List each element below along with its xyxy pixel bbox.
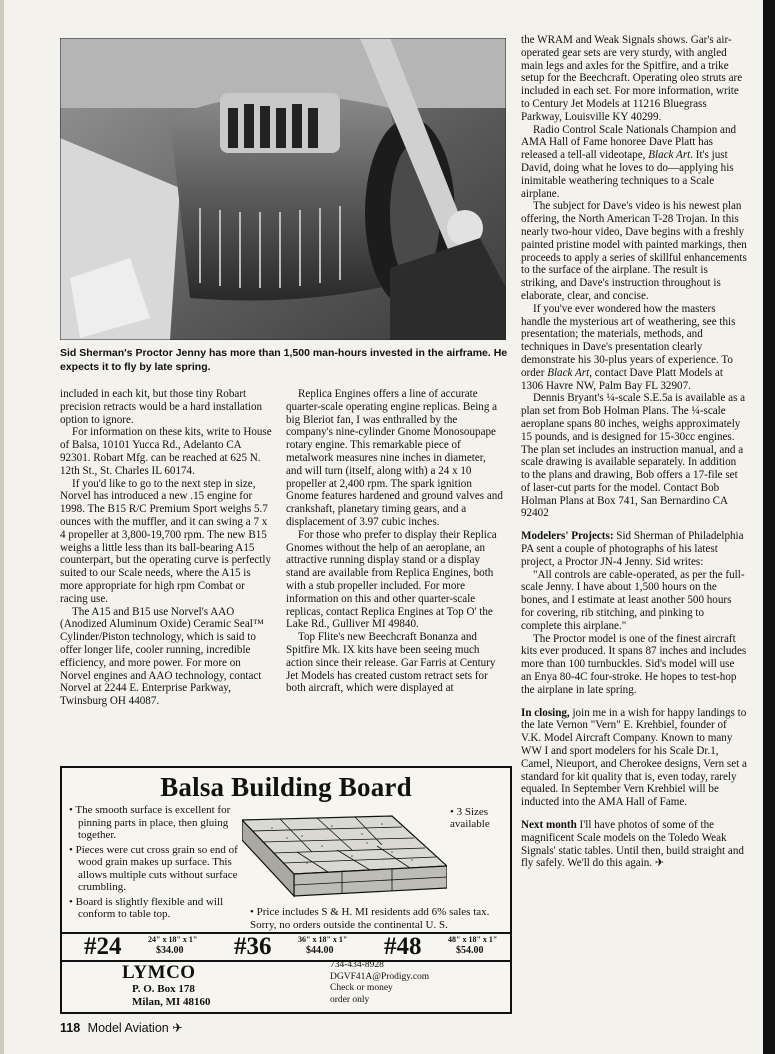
text-span: Radio Control Scale Nationals Champion and AMA Hall of Fame honoree Dave Platt has released a tell-all videotape, [521,123,737,162]
product-size-row [62,932,510,962]
magazine-name: Model Aviation [87,1021,169,1035]
product-price: $54.00 [456,945,484,956]
paragraph: For information on these kits, write to House of Balsa, 10101 Yucca Rd., Adelanto CA 92301. Robart Mfg. can be reached at 625 N. 12th St., St. Charles IL 60174. [60,426,272,477]
paragraph [521,530,747,568]
paragraph: included in each kit, but those tiny Robart precision retracts would be a hard installation option to ignore. [60,388,263,426]
paragraph: The A15 and B15 use Norvel's AAO (Anodized Aluminum Oxide) Ceramic Seal™ Cylinder/Piston technology, which is said to offer longer life, cooler running, incredible efficiency, and more power. For more on Norvel engines and AAO technology, contact Norvel at 2244 E. Enterprise Parkway, Twinsburg OH 44087. [60,605,264,708]
page-edge-right [763,0,775,1054]
text-span: Sid Sherman of Philadelphia PA sent a couple of photographs of his latest project, a Proctor JN-4 Jenny. Sid writes: [521,530,744,568]
paragraph [521,707,747,809]
ad-bullet: • Pieces were cut cross grain so end of wood grain makes up surface. This allows multiple cuts without surface crumbling. [69,843,238,893]
text-span: , contact Dave Platt Models at 1306 Havre NW, Palm Bay FL 32907. [521,366,723,392]
paragraph: Dennis Bryant's ¼-scale S.E.5a is available as a plan set from Bob Holman Plans. The ¼-scale aeroplane spans 80 inches, weighs approximately 15 pounds, and is designed for 15-30cc engines. The plan set includes an instruction manual, and a scale drawing is available separately. In addition to the plans and drawing, Bob offers a 17-file set of laser-cut parts for the model. Contact Bob Holman Plans at Box 741, San Bernardino CA 92402 [521,392,746,520]
ad-title: Balsa Building Board [160,772,412,802]
airplane-icon: ✈ [172,1021,183,1035]
paragraph: The Proctor model is one of the finest aircraft kits ever produced. It spans 87 inches and includes more than 100 turnbuckles. Sid's model will use an Enya 80-4C four-stroke. He hopes to test-hop the airplane in late spring. [521,632,747,696]
video-title: Black Art [547,366,590,379]
product-number: #48 [384,933,422,960]
text-span: join me in a wish for happy landings to the late Vernon "Vern" E. Krehbiel, founder of V.K. Model Aircraft Company. Known to many WW I and sport modelers for his Scale Dr.1, Camel, Nieuport, and Cherokee designs, Vern set a standard for kit quality that is, even today, rarely equaled. In September Vern Krehbiel will be inducted into the AMA Hall of Fame. [521,706,747,809]
phone-number: 734-434-8928 [330,960,384,970]
photo-caption: Sid Sherman's Proctor Jenny has more than 1,500 man-hours invested in the airframe. He expects it to fly by late spring. [60,347,508,373]
column-2 [286,388,504,695]
ad-price-note: • Price includes S & H. MI residents add 6% sales tax. Sorry, no orders outside the continental U. S. [250,906,490,931]
page-footer [60,1020,183,1035]
product-number: #24 [84,933,122,960]
paragraph [521,819,747,870]
balsa-board-illustration [242,808,447,903]
ad-bullets [68,804,240,923]
company-city: Milan, MI 48160 [132,996,211,1008]
paragraph: If you'd like to go to the next step in size, Norvel has introduced a new .15 engine for 1998. The B15 R/C Premium Sport weighs 5.7 ounces with the muffler, and it can swing a 7 x 4 propeller at 3,800-19,700 rpm. The new B15 weighs a little less than its ball-bearing A15 counterpart, but the operating curve is perfectly suited to our Scale needs, where the A15 is more appropriate for high rpm Combat or racing use. [60,477,272,605]
page-number: 118 [60,1021,81,1035]
column-1 [60,388,272,708]
paragraph: Replica Engines offers a line of accurate quarter-scale operating engine replicas. Being a big Bleriot fan, I was enthralled by the company's nine-cylinder Gnome Monosoupape rotary engine. This remarkable piece of metalwork measures nine inches in diameter, and will turn (itself, along with) a 24 x 10 propeller at 2,400 rpm. The spark ignition Gnome features hardened and ground valves and crankshaft, planetary timing gears, and a displacement of 3.97 cubic inches. [286,388,503,528]
balsa-board-advertisement [60,766,512,1014]
section-lead: Next month [521,819,577,832]
company-contact [330,960,429,1006]
paragraph [521,124,747,201]
product-dimensions: 24" x 18" x 1" [148,935,198,944]
paragraph: The subject for Dave's video is his newest plan offering, the North American T-28 Trojan. In this nearly two-hour video, Dave begins with a freshly painted pristine model with painted markings, then proceeds to apply a series of skillful enhancements to the surface of the airplane. The result is striking, and Dave's instruction throughout is elaborate, clear, and concise. [521,200,747,302]
article-photo [60,38,506,340]
company-address: P. O. Box 178 [132,983,195,995]
product-dimensions: 36" x 18" x 1" [298,935,348,944]
section-lead: Modelers' Projects: [521,530,614,543]
product-number: #36 [234,933,272,960]
email-address: DGVF41A@Prodigy.com [330,971,430,982]
paragraph: the WRAM and Weak Signals shows. Gar's air-operated gear sets are very sturdy, with angled main legs and axles for the Spitfire, and a trike setup for the Beechcraft. Operating oleo struts are included in each set. For more information, write to Century Jet Models at 11216 Bluegrass Parkway, Louisville KY 40299. [521,34,743,123]
product-price: $44.00 [306,945,334,956]
page-edge-left [0,0,4,1054]
section-lead: In closing, [521,706,570,719]
video-title: Black Art [648,149,691,162]
paragraph [521,303,747,393]
company-name: LYMCO [122,962,196,983]
text-span: I'll have photos of some of the magnificent Scale models on the Toledo Weak Signals' static tables. Until then, build straight and fly safely. We'll do this again. ✈ [521,819,744,870]
product-dimensions: 48" x 18" x 1" [448,935,498,944]
ad-bullet: • The smooth surface is excellent for pinning parts in place, then gluing together. [69,804,231,841]
aircraft-photo-illustration [60,38,506,340]
paragraph: For those who prefer to display their Replica Gnomes without the help of an aeroplane, an attractive running display stand or a display stand are available from Replica Engines, both with a stub propeller included. For more information on this and other quarter-scale replicas, contact Replica Engines at Top O' the Lake Rd., Gulliver MI 49840. [286,528,497,631]
quote-paragraph: "All controls are cable-operated, as per the full-scale Jenny. I have about 1,500 hours on the bones, and I estimate at least another 500 hours for covering, rib stitching, and pinking to complete this airplane." [521,568,745,632]
ad-sizes-note: • 3 Sizes available [450,806,490,830]
text-span: . It's just David, doing what he loves to do—applying his inimitable weathering techniques to a Scale airplane. [521,149,734,200]
product-price: $34.00 [156,945,184,956]
paragraph: Top Flite's new Beechcraft Bonanza and Spitfire Mk. IX kits have been seeing much action since their release. Gar Farris at Century Jet Models has created custom retract sets for both aircraft, which were displayed at [286,631,496,695]
payment-note: Check or money order only [330,983,393,1005]
column-3 [521,34,747,870]
ad-bullet: • Board is slightly flexible and will conform to table top. [69,895,224,920]
text-span: If you've ever wondered how the masters handle the mysterious art of weathering, see this presentation; the materials, methods, and techniques in Dave's presentation clearly demonstrate his 30-plus years of experience. To order [521,302,736,379]
